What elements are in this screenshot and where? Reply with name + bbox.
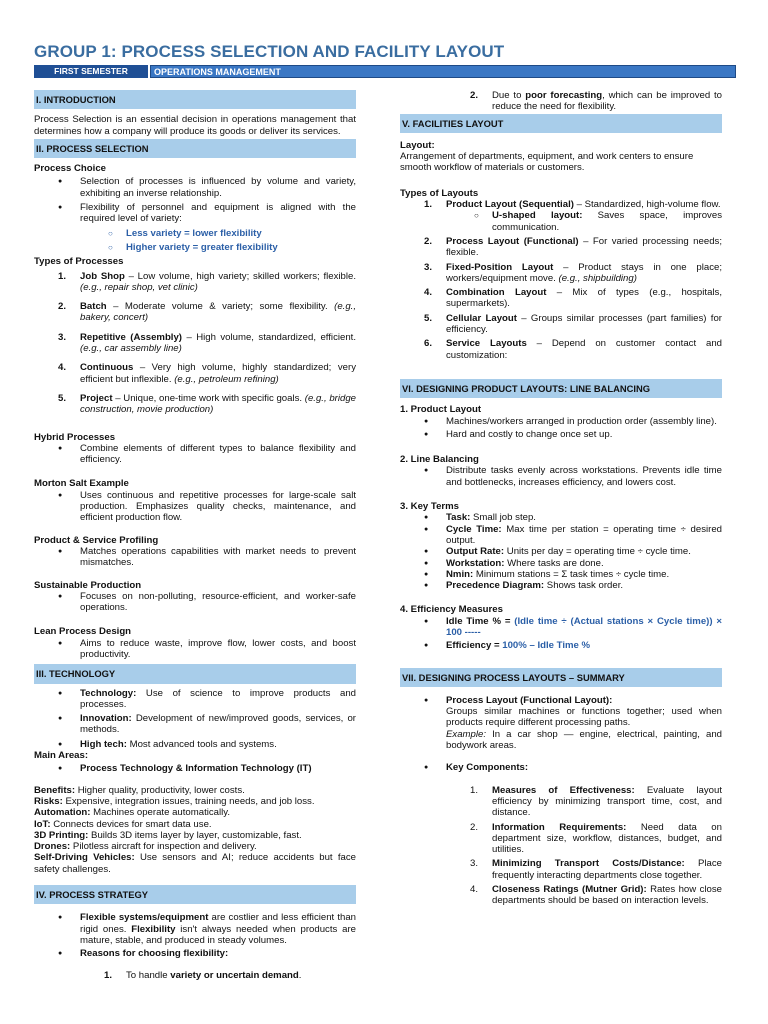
list-item: ● Innovation: Development of new/improved goods, services, or methods. <box>34 713 356 736</box>
list-item: ● Matches operations capabilities with market needs to prevent mismatches. <box>34 546 356 569</box>
list-item: 6. Service Layouts – Depend on customer contact and customization: <box>424 338 722 361</box>
intro-text: Process Selection is an essential decision in operations management that determines how a company will produce its goods or deliver its services. <box>34 114 356 137</box>
profiling-title: Product & Service Profiling <box>34 534 159 546</box>
list-item: ● Focuses on non-polluting, resource-efficient, and worker-safe operations. <box>34 591 356 614</box>
main-areas-title: Main Areas: <box>34 750 89 762</box>
product-layout-title: 1. Product Layout <box>400 404 482 416</box>
list-item: ● Flexible systems/equipment are costlier and less efficient than rigid ones. Flexibility isn't always needed when products are mature, stable, and produced in steady volumes. <box>34 912 356 946</box>
list-item: ● Process Technology & Information Technology (IT) <box>34 763 356 774</box>
list-item: ● Workstation: Where tasks are done. <box>400 558 722 569</box>
section-heading-line-balancing: VI. DESIGNING PRODUCT LAYOUTS: LINE BALANCING <box>400 379 722 398</box>
list-item: ● High tech: Most advanced tools and systems. <box>34 739 356 750</box>
list-item: ● Task: Small job step. <box>400 512 722 523</box>
morton-title: Morton Salt Example <box>34 478 129 490</box>
efficiency-measures-title: 4. Efficiency Measures <box>400 604 503 616</box>
subject-bar: OPERATIONS MANAGEMENT <box>150 65 736 78</box>
section-heading-facilities-layout: V. FACILITIES LAYOUT <box>400 114 722 133</box>
list-item: 4. Continuous – Very high volume, highly standardized; very efficient but inflexible. (e.g., petroleum refining) <box>58 362 356 385</box>
list-item: ● Idle Time % = (Idle time ÷ (Actual stations × Cycle time)) × 100 ----- <box>400 616 722 639</box>
list-item: 4. Combination Layout – Mix of types (e.g., hospitals, supermarkets). <box>424 287 722 310</box>
definition-line: Benefits: Higher quality, productivity, lower costs. <box>34 784 245 796</box>
list-item: ● Flexibility of personnel and equipment is aligned with the required level of variety: <box>34 202 356 225</box>
definition-line: 3D Printing: Builds 3D items layer by layer, customizable, fast. <box>34 829 302 841</box>
list-item: ● Distribute tasks evenly across workstations. Prevents idle time and bottlenecks, increases efficiency, and lowers cost. <box>400 465 722 488</box>
list-item: ● Uses continuous and repetitive processes for large-scale salt production. Emphasizes quality checks, maintenance, and efficient production flow. <box>34 490 356 524</box>
list-item: ● Process Layout (Functional Layout): Groups similar machines or functions together; used when products require different processing paths. Example: In a car shop — engine, electrical, painting, and bodywork areas. <box>400 695 722 751</box>
right-column <box>400 90 722 907</box>
list-item: 3. Minimizing Transport Costs/Distance: Place frequently interacting departments close together. <box>470 858 722 881</box>
semester-badge: FIRST SEMESTER <box>34 65 148 78</box>
definition-line: Drones: Pilotless aircraft for inspection and delivery. <box>34 841 257 853</box>
list-item: ● Nmin: Minimum stations = Σ task times ÷ cycle time. <box>400 569 722 580</box>
list-item: 3. Repetitive (Assembly) – High volume, standardized, efficient. (e.g., car assembly line) <box>58 331 356 355</box>
list-item: ○ U-shaped layout: Saves space, improves communication. <box>400 210 722 233</box>
section-heading-process-selection: II. PROCESS SELECTION <box>34 139 356 158</box>
types-of-processes-title: Types of Processes <box>34 256 124 268</box>
line-balancing-title: 2. Line Balancing <box>400 454 479 466</box>
list-item: ● Combine elements of different types to balance flexibility and efficiency. <box>34 443 356 466</box>
section-heading-technology: III. TECHNOLOGY <box>34 664 356 683</box>
list-item: 4. Closeness Ratings (Mutner Grid): Rates how close departments should be based on interaction levels. <box>470 884 722 907</box>
list-item: ● Cycle Time: Max time per station = operating time ÷ desired output. <box>400 524 722 547</box>
list-item: 3. Fixed-Position Layout – Product stays in one place; workers/equipment move. (e.g., shipbuilding) <box>424 261 722 284</box>
section-heading-process-layouts: VII. DESIGNING PROCESS LAYOUTS – SUMMARY <box>400 668 722 687</box>
page-title: GROUP 1: PROCESS SELECTION AND FACILITY LAYOUT <box>34 42 505 61</box>
definition-line: Risks: Expensive, integration issues, training needs, and job loss. <box>34 795 315 807</box>
list-item: 1. Measures of Effectiveness: Evaluate layout efficiency by minimizing transport time, cost, and distance. <box>470 784 722 819</box>
list-item: ● Efficiency = 100% – Idle Time % <box>400 640 722 651</box>
definition-line: IoT: Connects devices for smart data use. <box>34 818 212 830</box>
definition-line: Automation: Machines operate automatically. <box>34 807 231 819</box>
process-choice-title: Process Choice <box>34 163 106 175</box>
lean-title: Lean Process Design <box>34 626 132 638</box>
list-item: 1. Product Layout (Sequential) – Standardized, high-volume flow. <box>424 199 721 211</box>
definition-line: Self-Driving Vehicles: Use sensors and AI; reduce accidents but face safety challenges. <box>34 852 356 875</box>
section-heading-process-strategy: IV. PROCESS STRATEGY <box>34 885 356 904</box>
list-item: ○ Less variety = lower flexibility <box>34 228 356 239</box>
list-item: 1. To handle variety or uncertain demand. <box>104 969 302 981</box>
list-item: 1. Job Shop – Low volume, high variety; skilled workers; flexible. (e.g., repair shop, vet clinic) <box>58 270 356 293</box>
list-item: ● Aims to reduce waste, improve flow, lower costs, and boost productivity. <box>34 638 356 661</box>
layout-label: Layout: <box>400 139 435 151</box>
list-item: 5. Project – Unique, one-time work with specific goals. (e.g., bridge construction, movie production) <box>58 392 356 416</box>
list-item: 2. Batch – Moderate volume & variety; some flexibility. (e.g., bakery, concert) <box>58 301 356 324</box>
types-of-layouts-title: Types of Layouts <box>400 187 479 199</box>
list-item: ● Key Components: <box>400 762 722 773</box>
list-item: ● Hard and costly to change once set up. <box>400 429 722 440</box>
list-item: ● Selection of processes is influenced by volume and variety, exhibiting an inverse relationship. <box>34 176 356 199</box>
technology-definitions <box>34 785 356 875</box>
list-item: ● Reasons for choosing flexibility: <box>34 948 356 959</box>
hybrid-title: Hybrid Processes <box>34 431 116 443</box>
list-item: 2. Due to poor forecasting, which can be improved to reduce the need for flexibility. <box>470 90 722 113</box>
list-item: ● Output Rate: Units per day = operating time ÷ cycle time. <box>400 546 722 557</box>
list-item: 2. Process Layout (Functional) – For varied processing needs; flexible. <box>424 235 722 259</box>
list-item: ○ Higher variety = greater flexibility <box>34 242 356 253</box>
list-item: ● Machines/workers arranged in production order (assembly line). <box>400 416 722 427</box>
section-heading-introduction: I. INTRODUCTION <box>34 90 356 109</box>
layout-text: Arrangement of departments, equipment, and work centers to ensure smooth workflow of materials or customers. <box>400 151 694 174</box>
list-item: ● Technology: Use of science to improve products and processes. <box>34 688 356 711</box>
key-terms-title: 3. Key Terms <box>400 501 460 513</box>
list-item: 5. Cellular Layout – Groups similar processes (part families) for efficiency. <box>424 312 722 336</box>
sustainable-title: Sustainable Production <box>34 579 142 591</box>
list-item: ● Precedence Diagram: Shows task order. <box>400 580 722 591</box>
list-item: 2. Information Requirements: Need data on department size, workflow, distances, budget, and utilities. <box>470 821 722 856</box>
left-column <box>34 90 356 981</box>
